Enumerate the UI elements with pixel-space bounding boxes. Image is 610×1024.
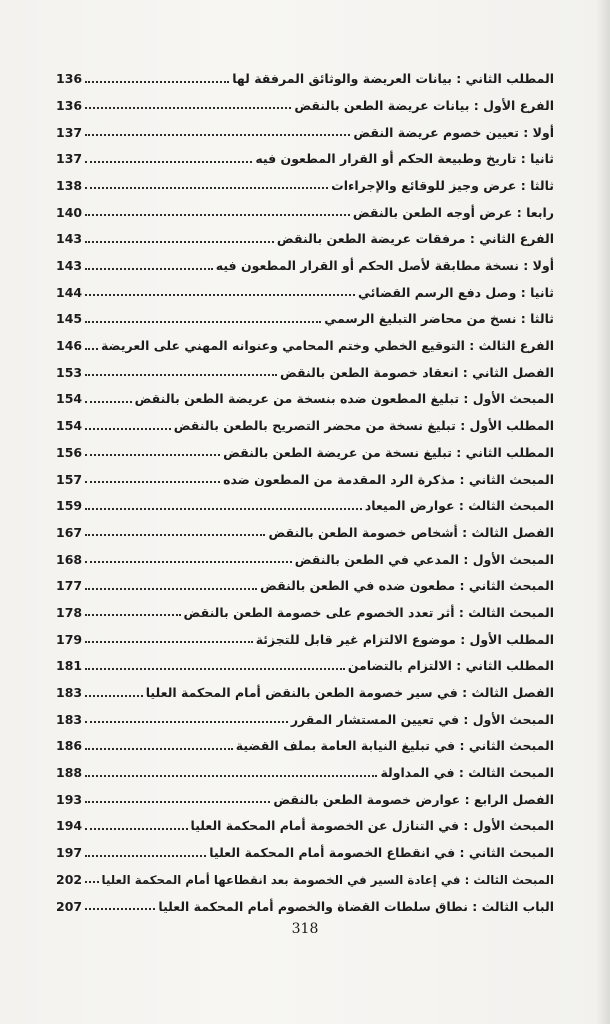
toc-entry-title: المبحث الثاني : مذكرة الرد المقدمة من المطعون ضده <box>223 471 554 487</box>
toc-entry-title: الفرع الثالث : التوقيع الخطي وختم المحامي وعنوانه المهني على العريضة <box>100 338 554 354</box>
toc-page-number: 144 <box>56 284 83 300</box>
toc-entry-title: المطلب الأول : موضوع الالتزام غير قابل للتجزئة <box>255 631 554 647</box>
toc-entry <box>56 115 554 142</box>
toc-entry-title: أولا : نسخة مطابقة لأصل الحكم أو القرار المطعون فيه <box>215 258 554 273</box>
toc-entry-title: المطلب الأول : تبليغ نسخة من محضر التصريح بالطعن بالنقض <box>173 418 554 434</box>
dot-leader <box>85 748 233 750</box>
toc-page-number: 167 <box>56 524 83 540</box>
dot-leader <box>85 828 187 830</box>
toc-entry <box>56 783 554 810</box>
dot-leader <box>85 187 328 189</box>
toc-page-number: 136 <box>56 97 83 113</box>
toc-entry <box>56 195 554 222</box>
toc-entry-title: المبحث الأول : في تعيين المستشار المقرر <box>290 711 554 727</box>
toc-entry <box>56 329 554 356</box>
toc-entry <box>56 436 554 463</box>
dot-leader <box>85 801 270 803</box>
toc-page-number: 178 <box>56 604 83 620</box>
toc-entry-title: ثالثا : عرض وجيز للوقائع والإجراءات <box>331 177 554 193</box>
dot-leader <box>85 908 155 910</box>
toc-entry-title: ثانيا : تاريخ وطبيعة الحكم أو القرار المطعون فيه <box>255 151 554 167</box>
dot-leader <box>85 81 229 83</box>
toc-entry <box>56 622 554 649</box>
toc-entry <box>56 356 554 383</box>
dot-leader <box>85 268 213 270</box>
toc-entry <box>56 489 554 516</box>
dot-leader <box>85 454 220 456</box>
dot-leader <box>85 321 321 323</box>
dot-leader <box>85 107 291 109</box>
toc-page-number: 183 <box>56 711 83 727</box>
toc-page-number: 137 <box>56 151 83 167</box>
toc-entry <box>56 89 554 116</box>
toc-page-number: 156 <box>56 444 83 460</box>
toc-entry <box>56 222 554 249</box>
dot-leader <box>85 374 277 376</box>
toc-entry-title: المبحث الثالث : عوارض الميعاد <box>364 498 554 514</box>
toc-entry-title: المبحث الثالث : في المداولة <box>380 765 554 781</box>
toc-entry-title: ثالثا : نسخ من محاضر التبليغ الرسمي <box>324 311 554 327</box>
toc-page-number: 193 <box>56 791 83 807</box>
toc-entry <box>56 516 554 543</box>
toc-page-number: 179 <box>56 631 83 647</box>
toc-entry-title: المطلب الثاني : الالتزام بالتضامن <box>347 658 554 674</box>
toc-entry-title: الفرع الثاني : مرفقات عريضة الطعن بالنقض <box>276 231 554 247</box>
dot-leader <box>85 614 180 616</box>
dot-leader <box>85 214 350 216</box>
toc-entry <box>56 649 554 676</box>
dot-leader <box>85 348 98 350</box>
toc-entry-title: المبحث الثاني : مطعون ضده في الطعن بالنقض <box>260 578 554 594</box>
toc-page-number: 154 <box>56 418 83 434</box>
toc-entry <box>56 569 554 596</box>
toc-page-number: 140 <box>56 204 83 220</box>
dot-leader <box>85 588 257 590</box>
toc-entry <box>56 462 554 489</box>
dot-leader <box>85 695 143 697</box>
toc-page-number: 157 <box>56 471 83 487</box>
toc-page-number: 197 <box>56 845 83 861</box>
toc-entry-title: رابعا : عرض أوجه الطعن بالنقض <box>352 204 554 220</box>
dot-leader <box>85 534 265 536</box>
toc-page-number: 202 <box>56 871 83 887</box>
toc-entry-title: المبحث الثاني : في تبليغ النيابة العامة بملف القضية <box>235 738 554 754</box>
page-number: 318 <box>291 921 319 937</box>
dot-leader <box>85 241 274 243</box>
toc-entry <box>56 756 554 783</box>
toc-page-number: 143 <box>56 258 83 273</box>
toc-entry <box>56 836 554 863</box>
toc-entry-title: الباب الثالث : نطاق سلطات القضاة والخصوم أمام المحكمة العليا <box>158 898 554 914</box>
toc-entry <box>56 62 554 89</box>
toc-entry <box>56 596 554 623</box>
toc-page-number: 136 <box>56 71 83 87</box>
toc-entry-title: أولا : تعيين خصوم عريضة النقض <box>353 124 554 140</box>
toc-entry <box>56 276 554 303</box>
toc-entry <box>56 169 554 196</box>
toc-entry-title: المطلب الثاني : تبليغ نسخة من عريضة الطعن بالنقض <box>223 444 554 460</box>
toc-entry <box>56 809 554 836</box>
toc-entry-title: الفصل الثاني : انعقاد خصومة الطعن بالنقض <box>280 364 554 380</box>
dot-leader <box>85 134 350 136</box>
toc-entry <box>56 729 554 756</box>
toc-page-number: 188 <box>56 765 83 781</box>
toc-page-number: 181 <box>56 658 83 674</box>
dot-leader <box>85 721 288 723</box>
toc-entry <box>56 382 554 409</box>
toc-entry <box>56 889 554 916</box>
toc-entry-title: الفصل الثالث : أشخاص خصومة الطعن بالنقض <box>268 524 554 540</box>
toc-entry-title: المبحث الثالث : في إعادة السير في الخصومة بعد انقطاعها أمام المحكمة العليا <box>101 872 554 887</box>
table-of-contents <box>56 62 554 916</box>
toc-entry-title: المبحث الأول : في التنازل عن الخصومة أمام المحكمة العليا <box>190 818 554 834</box>
dot-leader <box>85 775 377 777</box>
toc-entry-title: المبحث الأول : المدعي في الطعن بالنقض <box>294 551 554 567</box>
dot-leader <box>85 508 362 510</box>
toc-entry <box>56 142 554 169</box>
toc-entry <box>56 409 554 436</box>
toc-entry <box>56 676 554 703</box>
toc-page-number: 177 <box>56 578 83 594</box>
toc-entry-title: الفصل الرابع : عوارض خصومة الطعن بالنقض <box>273 791 554 807</box>
toc-page-number: 137 <box>56 124 83 140</box>
toc-entry-title: المبحث الثاني : في انقطاع الخصومة أمام المحكمة العليا <box>209 845 554 861</box>
toc-page-number: 183 <box>56 685 83 700</box>
toc-entry-title: ثانيا : وصل دفع الرسم القضائي <box>358 284 554 300</box>
toc-page-number: 145 <box>56 311 83 327</box>
toc-entry <box>56 249 554 276</box>
toc-entry <box>56 863 554 890</box>
toc-entry-title: المبحث الأول : تبليغ المطعون ضده بنسخة من عريضة الطعن بالنقض <box>134 391 554 407</box>
dot-leader <box>85 161 252 163</box>
dot-leader <box>85 294 355 296</box>
toc-page-number: 186 <box>56 738 83 754</box>
dot-leader <box>85 481 220 483</box>
toc-entry-title: المبحث الثالث : أثر تعدد الخصوم على خصومة الطعن بالنقض <box>183 604 554 620</box>
toc-page-number: 138 <box>56 177 83 193</box>
toc-page-number: 159 <box>56 498 83 514</box>
toc-entry <box>56 703 554 730</box>
dot-leader <box>85 401 131 403</box>
toc-page-number: 154 <box>56 391 83 407</box>
toc-page-number: 146 <box>56 338 83 354</box>
dot-leader <box>85 428 171 430</box>
toc-entry-title: الفرع الأول : بيانات عريضة الطعن بالنقض <box>294 97 554 113</box>
toc-entry-title: المطلب الثاني : بيانات العريضة والوثائق المرفقة لها <box>232 71 554 87</box>
dot-leader <box>85 641 253 643</box>
toc-page-number: 207 <box>56 898 83 914</box>
toc-page-number: 153 <box>56 364 83 380</box>
toc-entry-title: الفصل الثالث : في سير خصومة الطعن بالنقض أمام المحكمة العليا <box>145 685 554 700</box>
dot-leader <box>85 668 345 670</box>
dot-leader <box>85 881 98 883</box>
toc-entry <box>56 542 554 569</box>
dot-leader <box>85 855 206 857</box>
dot-leader <box>85 561 292 563</box>
toc-page-number: 194 <box>56 818 83 834</box>
toc-page-number: 168 <box>56 551 83 567</box>
toc-entry <box>56 302 554 329</box>
toc-page-number: 143 <box>56 231 83 247</box>
